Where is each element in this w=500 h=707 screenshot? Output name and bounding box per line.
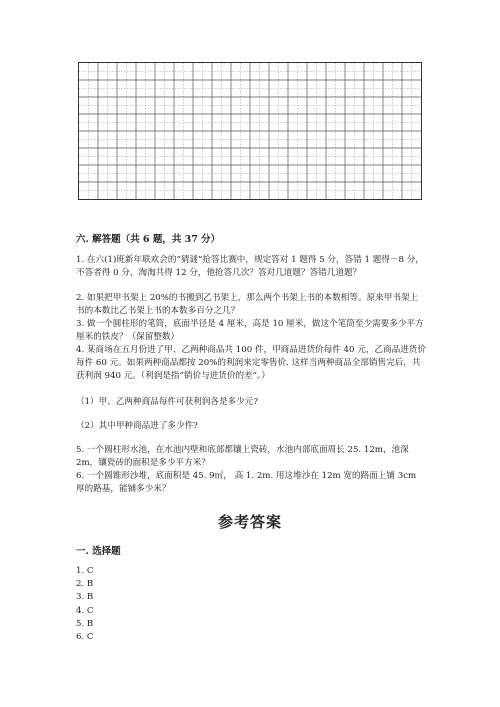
answer-item: 4. C: [76, 605, 94, 616]
question-5: 5. 一个圆柱形水池，在水池内壁和底部都镶上瓷砖，水池内部底面周长 25. 12m，池深 2m，镶瓷砖的面积是多少平方米？: [76, 445, 409, 468]
answers-section-1-title: 一. 选择题: [76, 546, 121, 557]
question-2: 2. 如果把甲书架上 20%的书搬到乙书架上，那么两个书架上书的本数相等。原来甲书架上书的本数比乙书架上书的本数多百分之几？: [76, 293, 419, 316]
question-4: 4. 某商场在五月份进了甲、乙两种商品共 100 件，甲商品进货价每件 40 元，乙商品进货价每件 60 元。如果两种商品都按 20%的利润来定零售价. 这样当两种商品全部销售完后，共获利润 940 元。（利润是指“销价与进货价的差”。）: [76, 345, 426, 381]
answer-item: 2. B: [76, 579, 94, 590]
question-4-part-2: （2）其中甲种商品进了多少件?: [76, 421, 198, 431]
answer-item: 3. B: [76, 592, 94, 603]
question-4-part-1: （1）甲、乙两种商品每件可获利润各是多少元?: [76, 397, 258, 407]
answer-list: [76, 565, 94, 644]
writing-grid: [78, 62, 422, 200]
answer-item: 6. C: [76, 632, 94, 643]
grid-lines: [79, 63, 421, 199]
question-1: 1. 在六(1)班新年联欢会的“猜谜”抢答比赛中，规定答对 1 题得 5 分，答错 1 题得－8 分，不答者得 0 分，淘淘共得 12 分，他抢答几次？答对几道题？答错几道题？: [76, 255, 424, 278]
section-6-title: 六. 解答题（共 6 题，共 37 分）: [76, 234, 221, 245]
question-3: 3. 做一个圆柱形的笔筒，底面半径是 4 厘米，高是 10 厘米，做这个笔筒至少需要多少平方厘米的铁皮？（保留整数）: [76, 319, 424, 342]
question-6: 6. 一个圆锥形沙堆，底面积是 45. 9㎡， 高 1. 2m. 用这堆沙在 12m 宽的路面上铺 3cm 厚的路基，能铺多少米？: [76, 471, 417, 494]
answer-item: 1. C: [76, 566, 94, 576]
answer-item: 5. B: [76, 618, 94, 629]
answers-title: 参考答案: [217, 513, 282, 531]
